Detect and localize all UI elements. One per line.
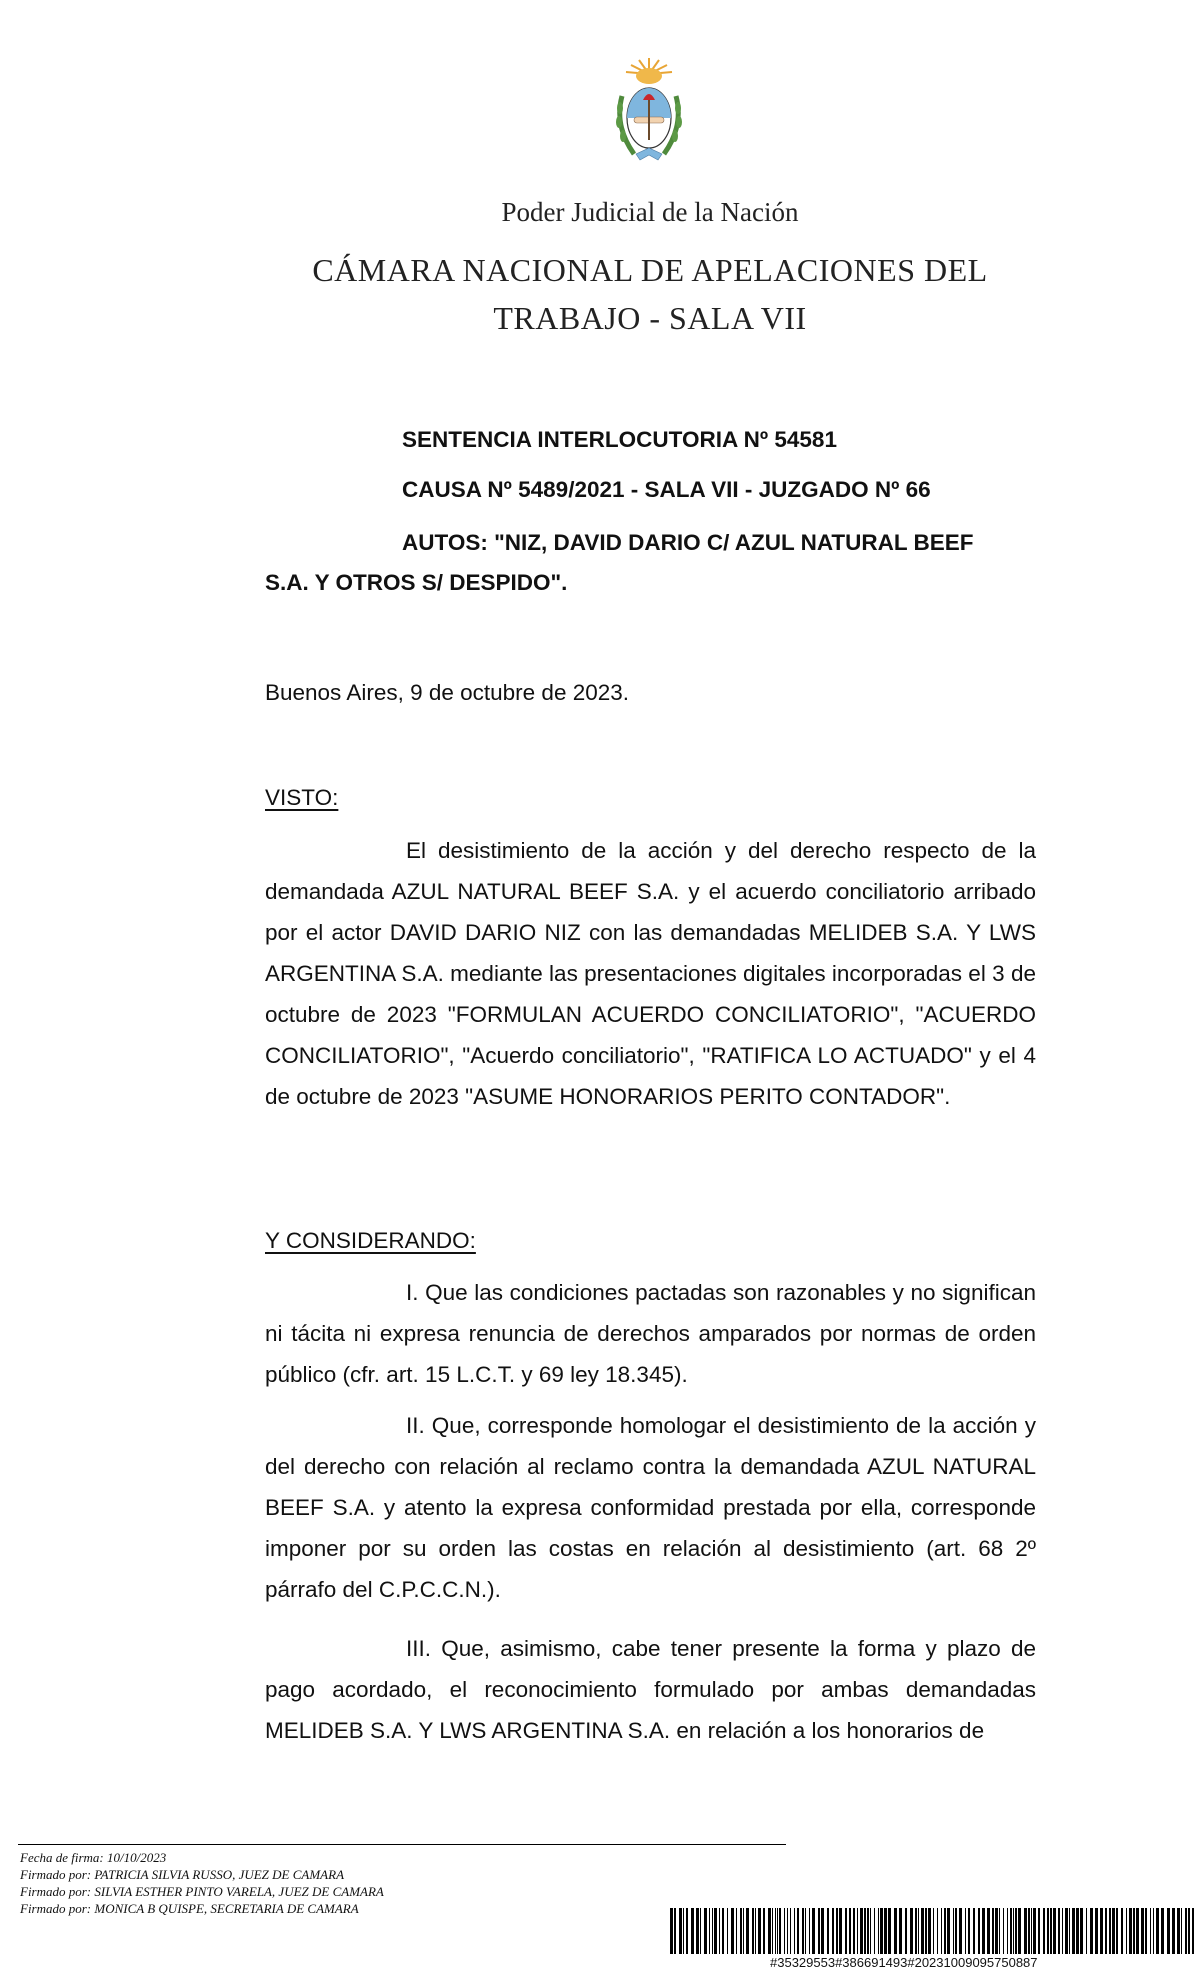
barcode-bar xyxy=(755,1908,756,1954)
court-name-line2: TRABAJO - SALA VII xyxy=(493,300,807,336)
barcode-bar xyxy=(849,1908,851,1954)
barcode-bar xyxy=(758,1908,761,1954)
barcode-bar xyxy=(878,1908,879,1954)
barcode-bar xyxy=(1072,1908,1075,1954)
barcode-bar xyxy=(1181,1908,1182,1954)
barcode-bar xyxy=(827,1908,829,1954)
barcode-bar xyxy=(802,1908,804,1954)
barcode-bar xyxy=(1050,1908,1052,1954)
barcode-bar xyxy=(670,1908,673,1954)
causa-number: CAUSA Nº 5489/2021 - SALA VII - JUZGADO Nº 66 xyxy=(402,477,931,502)
barcode-bar xyxy=(1150,1908,1151,1954)
barcode-bar xyxy=(1076,1908,1079,1954)
barcode-bar xyxy=(1010,1908,1012,1954)
barcode-bar xyxy=(836,1908,838,1954)
barcode-bar xyxy=(1177,1908,1180,1954)
barcode-bar xyxy=(968,1908,970,1954)
considerando-paragraph-1: I. Que las condiciones pactadas son razonables y no significan ni tácita ni expresa renuncia de derechos amparados por normas de orden público (cfr. art. 15 L.C.T. y 69 ley 18.345). xyxy=(265,1280,1036,1387)
barcode-bar xyxy=(1188,1908,1190,1954)
barcode-bar xyxy=(1129,1908,1132,1954)
barcode-bar xyxy=(860,1908,863,1954)
barcode-bar xyxy=(679,1908,682,1954)
barcode-bar xyxy=(1141,1908,1144,1954)
barcode-bar xyxy=(1156,1908,1159,1954)
barcode-bar xyxy=(704,1908,707,1954)
barcode-number: #35329553#386691493#20231009095750887 xyxy=(770,1955,1038,1970)
barcode-bar xyxy=(867,1908,869,1954)
barcode-bar xyxy=(965,1908,966,1954)
barcode-bar xyxy=(1167,1908,1170,1954)
barcode-bar xyxy=(905,1908,907,1954)
coat-of-arms-seal-icon xyxy=(612,56,686,170)
barcode-bar xyxy=(812,1908,815,1954)
barcode-bar xyxy=(772,1908,773,1954)
barcode-bar xyxy=(1053,1908,1056,1954)
barcode-bar xyxy=(978,1908,980,1954)
barcode-bar xyxy=(1028,1908,1030,1954)
barcode-bar xyxy=(1105,1908,1107,1954)
barcode-bar xyxy=(746,1908,749,1954)
barcode-bar xyxy=(1109,1908,1111,1954)
considerando-heading: Y CONSIDERANDO: xyxy=(265,1228,476,1253)
barcode-bar xyxy=(955,1908,957,1954)
signature-line-1: Firmado por: PATRICIA SILVIA RUSSO, JUEZ DE CAMARA xyxy=(20,1867,345,1882)
barcode-bar xyxy=(1145,1908,1147,1954)
barcode-bar xyxy=(937,1908,938,1954)
signature-line-3: Firmado por: MONICA B QUISPE, SECRETARIA DE CAMARA xyxy=(20,1901,359,1916)
considerando-paragraph-2: II. Que, corresponde homologar el desistimiento de la acción y del derecho con relación al reclamo contra la demandada AZUL NATURAL BEEF S.A. y atento la expresa conformidad prestada por ella, corresponde imponer por su orden las costas en relación al desistimiento (art. 68 2º párrafo del C.P.C.C.N.). xyxy=(265,1413,1036,1602)
barcode-bar xyxy=(1015,1908,1017,1954)
barcode-bar xyxy=(1192,1908,1194,1954)
barcode-bar xyxy=(870,1908,871,1954)
barcode-bar xyxy=(933,1908,934,1954)
signature-date: Fecha de firma: 10/10/2023 xyxy=(20,1850,167,1865)
barcode-bar xyxy=(857,1908,858,1954)
barcode-bar xyxy=(740,1908,742,1954)
barcode-bar xyxy=(686,1908,688,1954)
barcode-bar xyxy=(880,1908,883,1954)
barcode-bar xyxy=(777,1908,778,1954)
barcode-bar xyxy=(1116,1908,1118,1954)
barcode-bar xyxy=(790,1908,791,1954)
barcode-bar xyxy=(992,1908,994,1954)
barcode-bar xyxy=(1080,1908,1083,1954)
barcode-bar xyxy=(921,1908,924,1954)
barcode-bar xyxy=(712,1908,713,1954)
date-line: Buenos Aires, 9 de octubre de 2023. xyxy=(265,680,630,705)
barcode-bar xyxy=(1043,1908,1045,1954)
barcode-bar xyxy=(1062,1908,1063,1954)
barcode-bar xyxy=(839,1908,842,1954)
barcode-bar xyxy=(674,1908,676,1954)
barcode-bar xyxy=(805,1908,806,1954)
barcode-bar xyxy=(1033,1908,1036,1954)
barcode-bar xyxy=(1121,1908,1123,1954)
court-name-line1: CÁMARA NACIONAL DE APELACIONES DEL xyxy=(312,252,988,288)
barcode-bar xyxy=(1133,1908,1135,1954)
barcode-bar xyxy=(982,1908,985,1954)
barcode-bar xyxy=(1112,1908,1115,1954)
barcode-bar xyxy=(853,1908,855,1954)
autos-line1: AUTOS: "NIZ, DAVID DARIO C/ AZUL NATURAL BEEF xyxy=(402,530,974,555)
barcode-bar xyxy=(1126,1908,1127,1954)
barcode-bar xyxy=(1185,1908,1187,1954)
barcode-bar xyxy=(1031,1908,1032,1954)
barcode-bar xyxy=(1047,1908,1049,1954)
barcode-bar xyxy=(727,1908,728,1954)
sentencia-number: SENTENCIA INTERLOCUTORIA Nº 54581 xyxy=(402,427,837,452)
barcode-bar xyxy=(722,1908,724,1954)
barcode-bar xyxy=(719,1908,720,1954)
barcode-bar xyxy=(1153,1908,1154,1954)
footer-divider xyxy=(18,1844,786,1845)
barcode-bar xyxy=(736,1908,737,1954)
signature-line-2: Firmado por: SILVIA ESTHER PINTO VARELA, JUEZ DE CAMARA xyxy=(20,1884,384,1899)
barcode-bar xyxy=(1024,1908,1027,1954)
barcode-bar xyxy=(691,1908,694,1954)
barcode-bar xyxy=(784,1908,785,1954)
barcode-bar xyxy=(894,1908,897,1954)
barcode-bar xyxy=(910,1908,913,1954)
visto-heading: VISTO: xyxy=(265,785,339,810)
autos-line2: S.A. Y OTROS S/ DESPIDO". xyxy=(265,570,568,595)
barcode-bar xyxy=(752,1908,754,1954)
barcode-bar xyxy=(915,1908,917,1954)
barcode-bar xyxy=(995,1908,998,1954)
barcode-bar xyxy=(1090,1908,1093,1954)
barcode-bar xyxy=(959,1908,962,1954)
barcode-bar xyxy=(1100,1908,1103,1954)
barcode-bar xyxy=(763,1908,765,1954)
barcode-icon xyxy=(670,1908,1195,1954)
barcode-bar xyxy=(928,1908,931,1954)
barcode-bar xyxy=(874,1908,875,1954)
barcode-bar xyxy=(1065,1908,1068,1954)
barcode-bar xyxy=(809,1908,810,1954)
barcode-bar xyxy=(1018,1908,1021,1954)
barcode-bar xyxy=(925,1908,927,1954)
barcode-bar xyxy=(743,1908,744,1954)
barcode-bar xyxy=(714,1908,717,1954)
barcode-bar xyxy=(987,1908,990,1954)
barcode-bar xyxy=(775,1908,776,1954)
barcode-bar xyxy=(941,1908,942,1954)
barcode-bar xyxy=(999,1908,1000,1954)
considerando-paragraph-3: III. Que, asimismo, cabe tener presente la forma y plazo de pago acordado, el reconocimiento formulado por ambas demandadas MELIDEB S.A. Y LWS ARGENTINA S.A. en relación a los honorarios de xyxy=(265,1636,1036,1743)
barcode-bar xyxy=(899,1908,902,1954)
barcode-bar xyxy=(1069,1908,1070,1954)
barcode-bar xyxy=(973,1908,975,1954)
barcode-bar xyxy=(794,1908,795,1954)
barcode-bar xyxy=(1003,1908,1004,1954)
barcode-bar xyxy=(832,1908,834,1954)
barcode-bar xyxy=(709,1908,710,1954)
barcode-bar xyxy=(1086,1908,1087,1954)
barcode-bar xyxy=(787,1908,788,1954)
barcode-bar xyxy=(731,1908,734,1954)
visto-paragraph: El desistimiento de la acción y del derecho respecto de la demandada AZUL NATURAL BEEF S.A. y el acuerdo conciliatorio arribado por el actor DAVID DARIO NIZ con las demandadas MELIDEB S.A. Y LWS ARGENTINA S.A. mediante las presentaciones digitales incorporadas el 3 de octubre de 2023 "FORMULAN ACUERDO CONCILIATORIO", "ACUERDO CONCILIATORIO", "Acuerdo conciliatorio", "RATIFICA LO ACTUADO" y el 4 de octubre de 2023 "ASUME HONORARIOS PERITO CONTADOR". xyxy=(265,838,1036,1109)
barcode-bar xyxy=(818,1908,820,1954)
barcode-bar xyxy=(797,1908,799,1954)
barcode-bar xyxy=(864,1908,866,1954)
barcode-bar xyxy=(696,1908,699,1954)
barcode-bar xyxy=(1038,1908,1040,1954)
barcode-bar xyxy=(953,1908,954,1954)
institution-name: Poder Judicial de la Nación xyxy=(501,197,799,227)
barcode-bar xyxy=(700,1908,701,1954)
barcode-bar xyxy=(1058,1908,1060,1954)
barcode-bar xyxy=(918,1908,919,1954)
barcode-bar xyxy=(845,1908,847,1954)
barcode-bar xyxy=(1095,1908,1098,1954)
barcode-bar xyxy=(888,1908,891,1954)
barcode-bar xyxy=(1161,1908,1164,1954)
barcode-bar xyxy=(1136,1908,1139,1954)
barcode-bar xyxy=(821,1908,824,1954)
barcode-bar xyxy=(1172,1908,1175,1954)
barcode-bar xyxy=(884,1908,887,1954)
barcode-bar xyxy=(1007,1908,1008,1954)
barcode-bar xyxy=(947,1908,950,1954)
barcode-bar xyxy=(768,1908,771,1954)
barcode-bar xyxy=(683,1908,684,1954)
barcode-bar xyxy=(1013,1908,1014,1954)
barcode-bar xyxy=(944,1908,946,1954)
barcode-bar xyxy=(779,1908,781,1954)
